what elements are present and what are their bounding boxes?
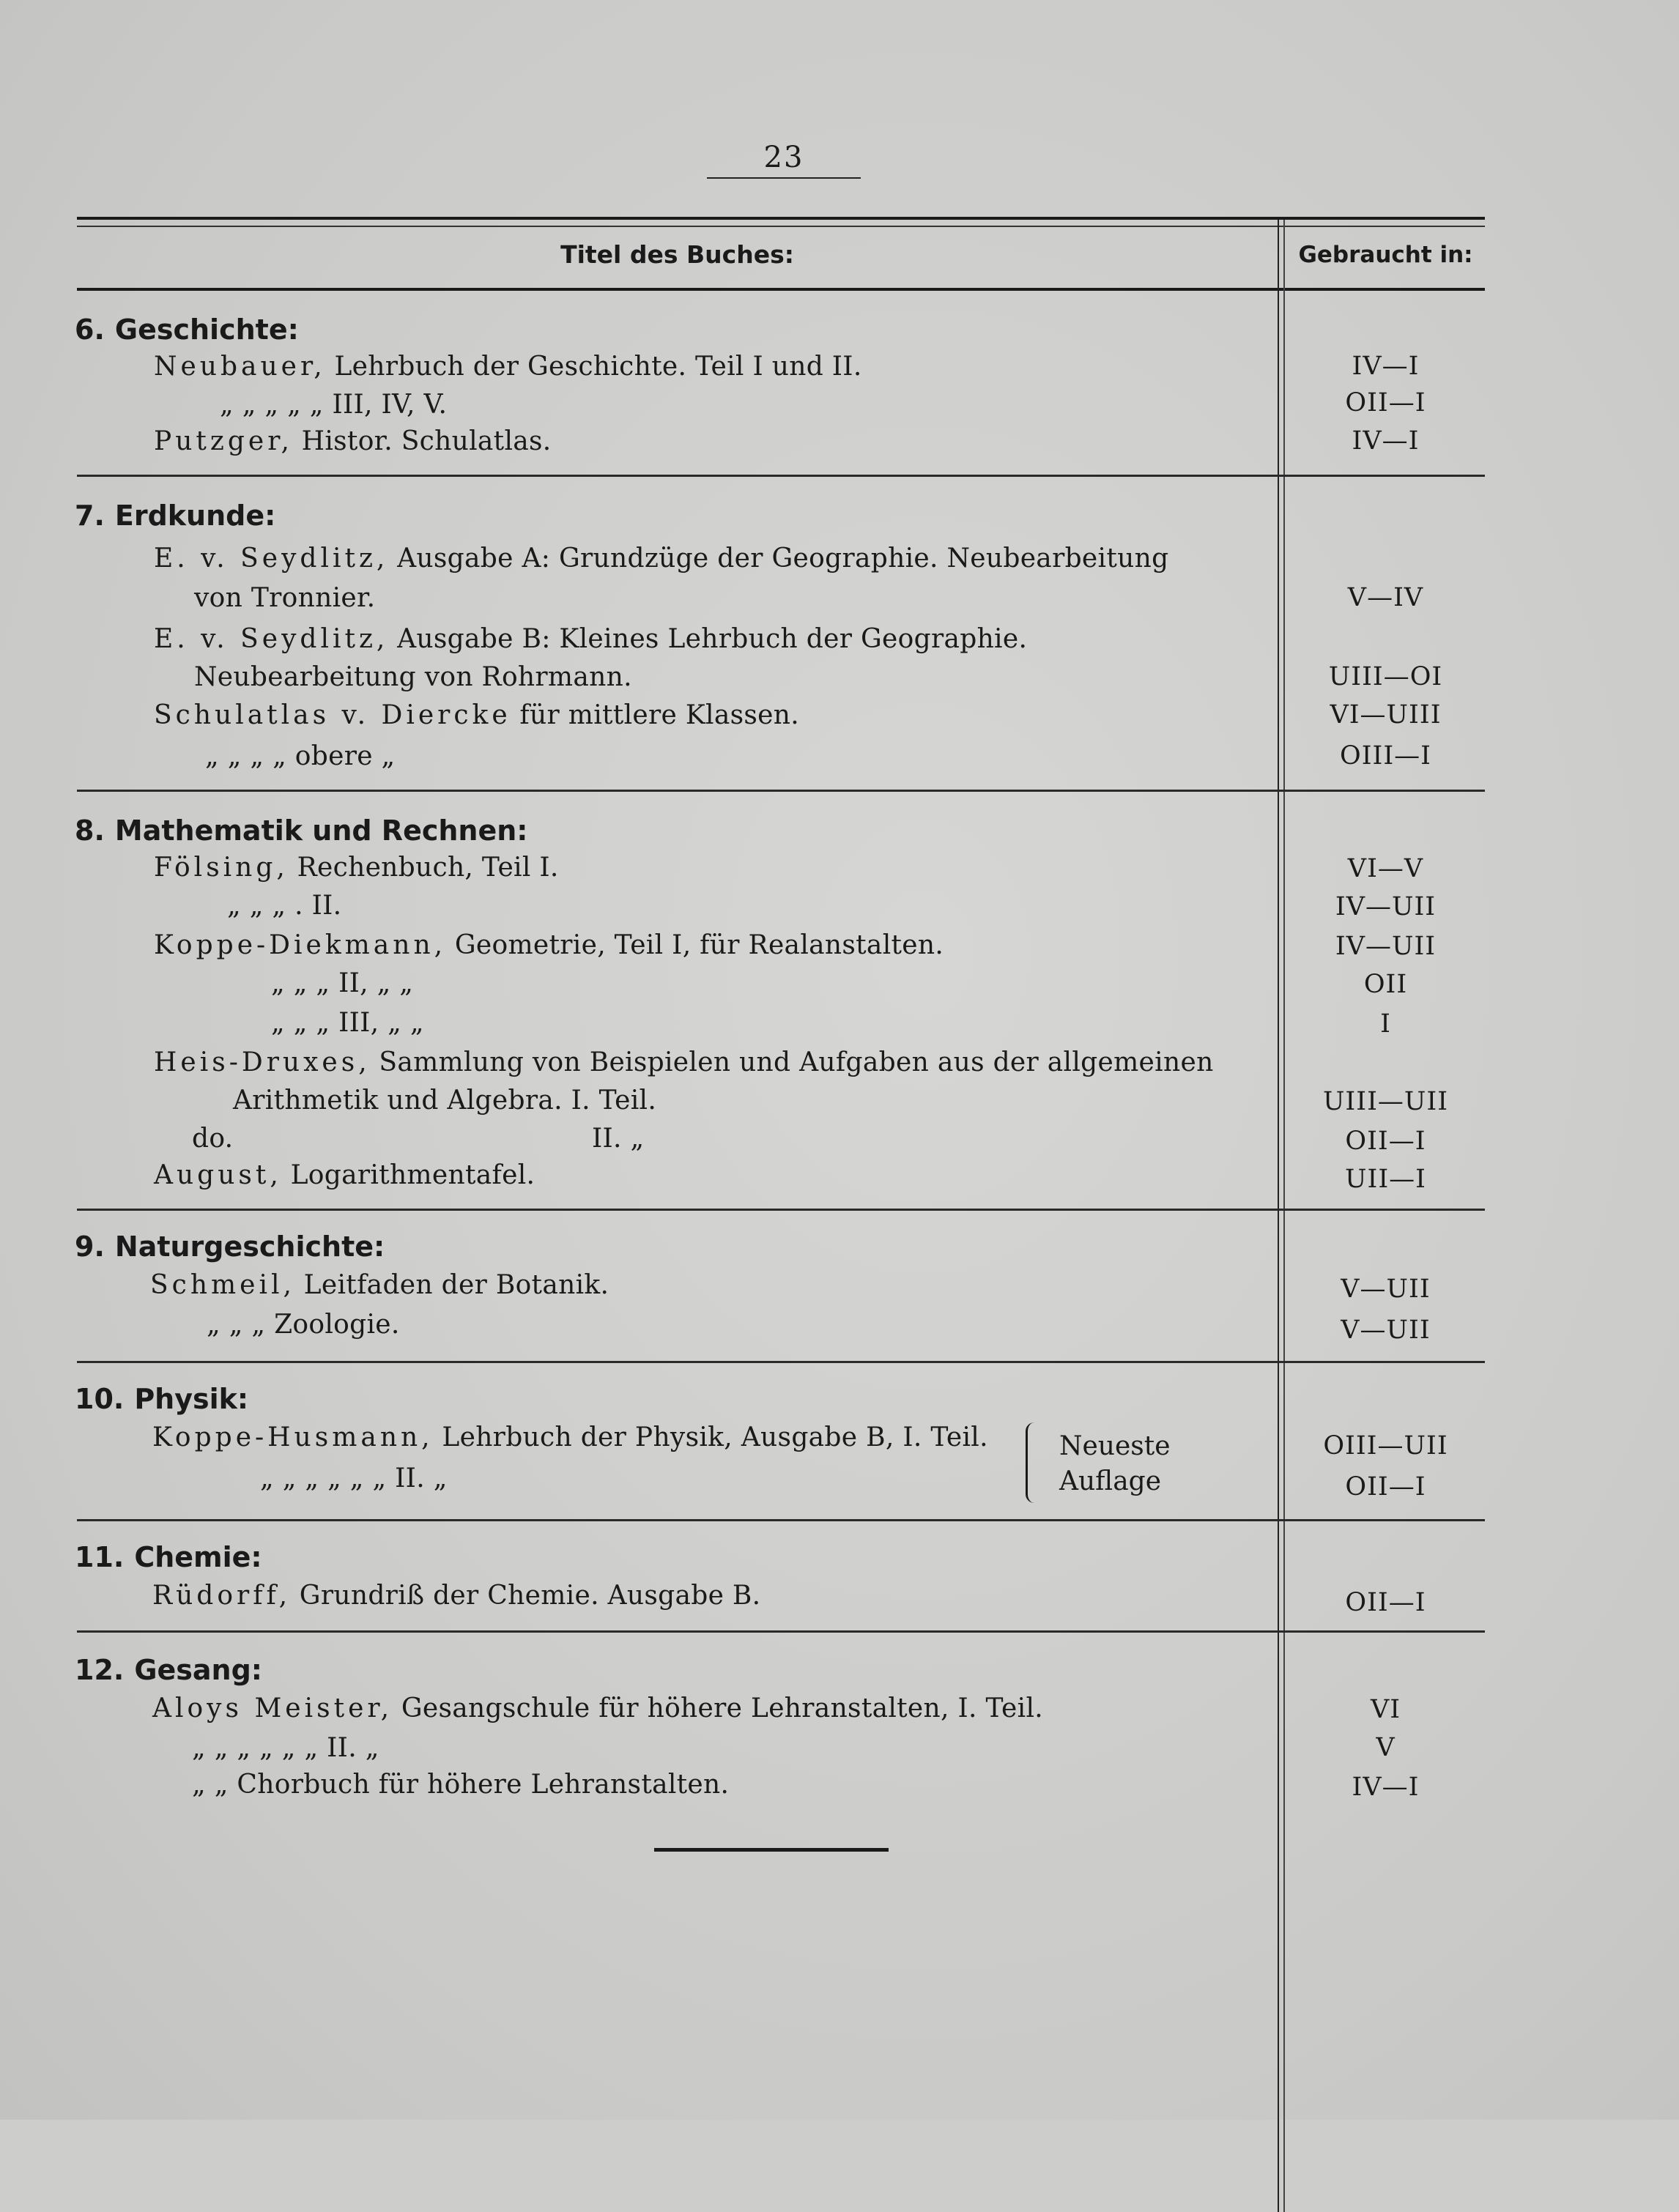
- section-heading-physik: 10. Physik:: [75, 1383, 249, 1415]
- book-line: E. v. Seydlitz, Ausgabe B: Kleines Lehrbuch der Geographie.: [154, 624, 1028, 654]
- used-in-value: OII: [1363, 970, 1408, 999]
- section-heading-gesang: 12. Gesang:: [75, 1654, 263, 1686]
- book-line: „ „ „ Zoologie.: [207, 1310, 400, 1340]
- used-in-value: UIII—OI: [1328, 662, 1443, 691]
- used-in-value: I: [1380, 1009, 1391, 1039]
- used-in-value: IV—I: [1352, 1773, 1420, 1802]
- used-in-value: UII—I: [1345, 1165, 1426, 1194]
- section-rule: [77, 475, 1485, 477]
- book-line: Aloys Meister, Gesangschule für höhere Lehranstalten, I. Teil.: [152, 1693, 1044, 1723]
- used-in-value: VI: [1370, 1695, 1401, 1724]
- section-heading-geschichte: 6. Geschichte:: [75, 313, 299, 346]
- book-line: „ „ „ „ „ III, IV, V.: [220, 390, 448, 420]
- used-in-value: OII—I: [1345, 388, 1426, 417]
- book-line: „ „ „ „ obere „: [205, 741, 396, 771]
- book-line: „ „ „ II, „ „: [271, 968, 414, 998]
- book-line: Rüdorff, Grundriß der Chemie. Ausgabe B.: [152, 1581, 761, 1611]
- book-line: Putzger, Histor. Schulatlas.: [154, 426, 552, 456]
- book-line: Schulatlas v. Diercke für mittlere Klassen.: [154, 700, 799, 730]
- closing-rule: [654, 1848, 889, 1852]
- book-line: Neubearbeitung von Rohrmann.: [194, 662, 632, 692]
- header-bottom-rule: [77, 288, 1485, 291]
- column-header-title: Titel des Buches:: [560, 240, 794, 269]
- book-line: Fölsing, Rechenbuch, Teil I.: [154, 853, 559, 883]
- column-divider: [1278, 220, 1279, 2212]
- book-line: „ „ „ „ „ „ II. „: [260, 1463, 448, 1493]
- section-heading-naturgeschichte: 9. Naturgeschichte:: [75, 1231, 385, 1263]
- book-line: „ „ „ . II.: [227, 891, 342, 921]
- book-line: Neubauer, Lehrbuch der Geschichte. Teil I und II.: [154, 352, 862, 382]
- used-in-value: IV—I: [1352, 426, 1420, 456]
- section-rule: [77, 1361, 1485, 1363]
- section-rule: [77, 790, 1485, 792]
- section-rule: [77, 1209, 1485, 1211]
- section-heading-chemie: 11. Chemie:: [75, 1541, 262, 1573]
- used-in-value: OII—I: [1345, 1127, 1426, 1156]
- used-in-value: V—UII: [1341, 1315, 1431, 1345]
- book-line: „ „ „ „ „ „ II. „: [192, 1733, 379, 1763]
- section-heading-mathematik: 8. Mathematik und Rechnen:: [75, 814, 528, 847]
- book-line: Heis-Druxes, Sammlung von Beispielen und Aufgaben aus der allgemeinen: [154, 1047, 1214, 1077]
- used-in-value: V—IV: [1347, 583, 1424, 612]
- page-number-rule: [707, 177, 861, 179]
- used-in-value: V: [1376, 1733, 1396, 1762]
- edition-brace: [1026, 1422, 1041, 1503]
- book-line: Schmeil, Leitfaden der Botanik.: [150, 1270, 609, 1300]
- book-line: Koppe-Husmann, Lehrbuch der Physik, Ausgabe B, I. Teil.: [152, 1422, 988, 1452]
- used-in-value: VI—UIII: [1330, 700, 1442, 730]
- edition-label: Auflage: [1059, 1466, 1162, 1496]
- table-top-rule-inner: [77, 226, 1485, 227]
- edition-label: Neueste: [1059, 1431, 1171, 1461]
- page-number: 23: [763, 141, 804, 174]
- book-line: Koppe-Diekmann, Geometrie, Teil I, für Realanstalten.: [154, 930, 944, 960]
- book-line: August, Logarithmentafel.: [154, 1160, 535, 1190]
- used-in-value: V—UII: [1341, 1274, 1431, 1304]
- used-in-value: IV—UII: [1335, 932, 1437, 961]
- book-line: von Tronnier.: [194, 583, 376, 613]
- book-line: „ „ „ III, „ „: [271, 1008, 424, 1038]
- used-in-value: OII—I: [1345, 1472, 1426, 1502]
- used-in-value: IV—UII: [1335, 892, 1437, 921]
- used-in-value: OIII—UII: [1323, 1431, 1448, 1461]
- book-line-continuation: II. „: [592, 1124, 645, 1154]
- table-top-rule: [77, 217, 1485, 220]
- book-line: Arithmetik und Algebra. I. Teil.: [233, 1085, 657, 1116]
- book-line: do.: [192, 1124, 234, 1154]
- used-in-value: IV—I: [1352, 352, 1420, 381]
- used-in-value: OIII—I: [1340, 741, 1431, 771]
- section-rule: [77, 1630, 1485, 1633]
- used-in-value: UIII—UII: [1322, 1087, 1449, 1116]
- section-rule: [77, 1519, 1485, 1521]
- column-header-used-in: Gebraucht in:: [1298, 242, 1473, 268]
- book-line: „ „ Chorbuch für höhere Lehranstalten.: [192, 1770, 730, 1800]
- used-in-value: VI—V: [1347, 854, 1424, 883]
- used-in-value: OII—I: [1345, 1588, 1426, 1617]
- column-divider-inner: [1283, 220, 1285, 2212]
- section-heading-erdkunde: 7. Erdkunde:: [75, 500, 276, 532]
- book-line: E. v. Seydlitz, Ausgabe A: Grundzüge der Geographie. Neubearbeitung: [154, 543, 1169, 574]
